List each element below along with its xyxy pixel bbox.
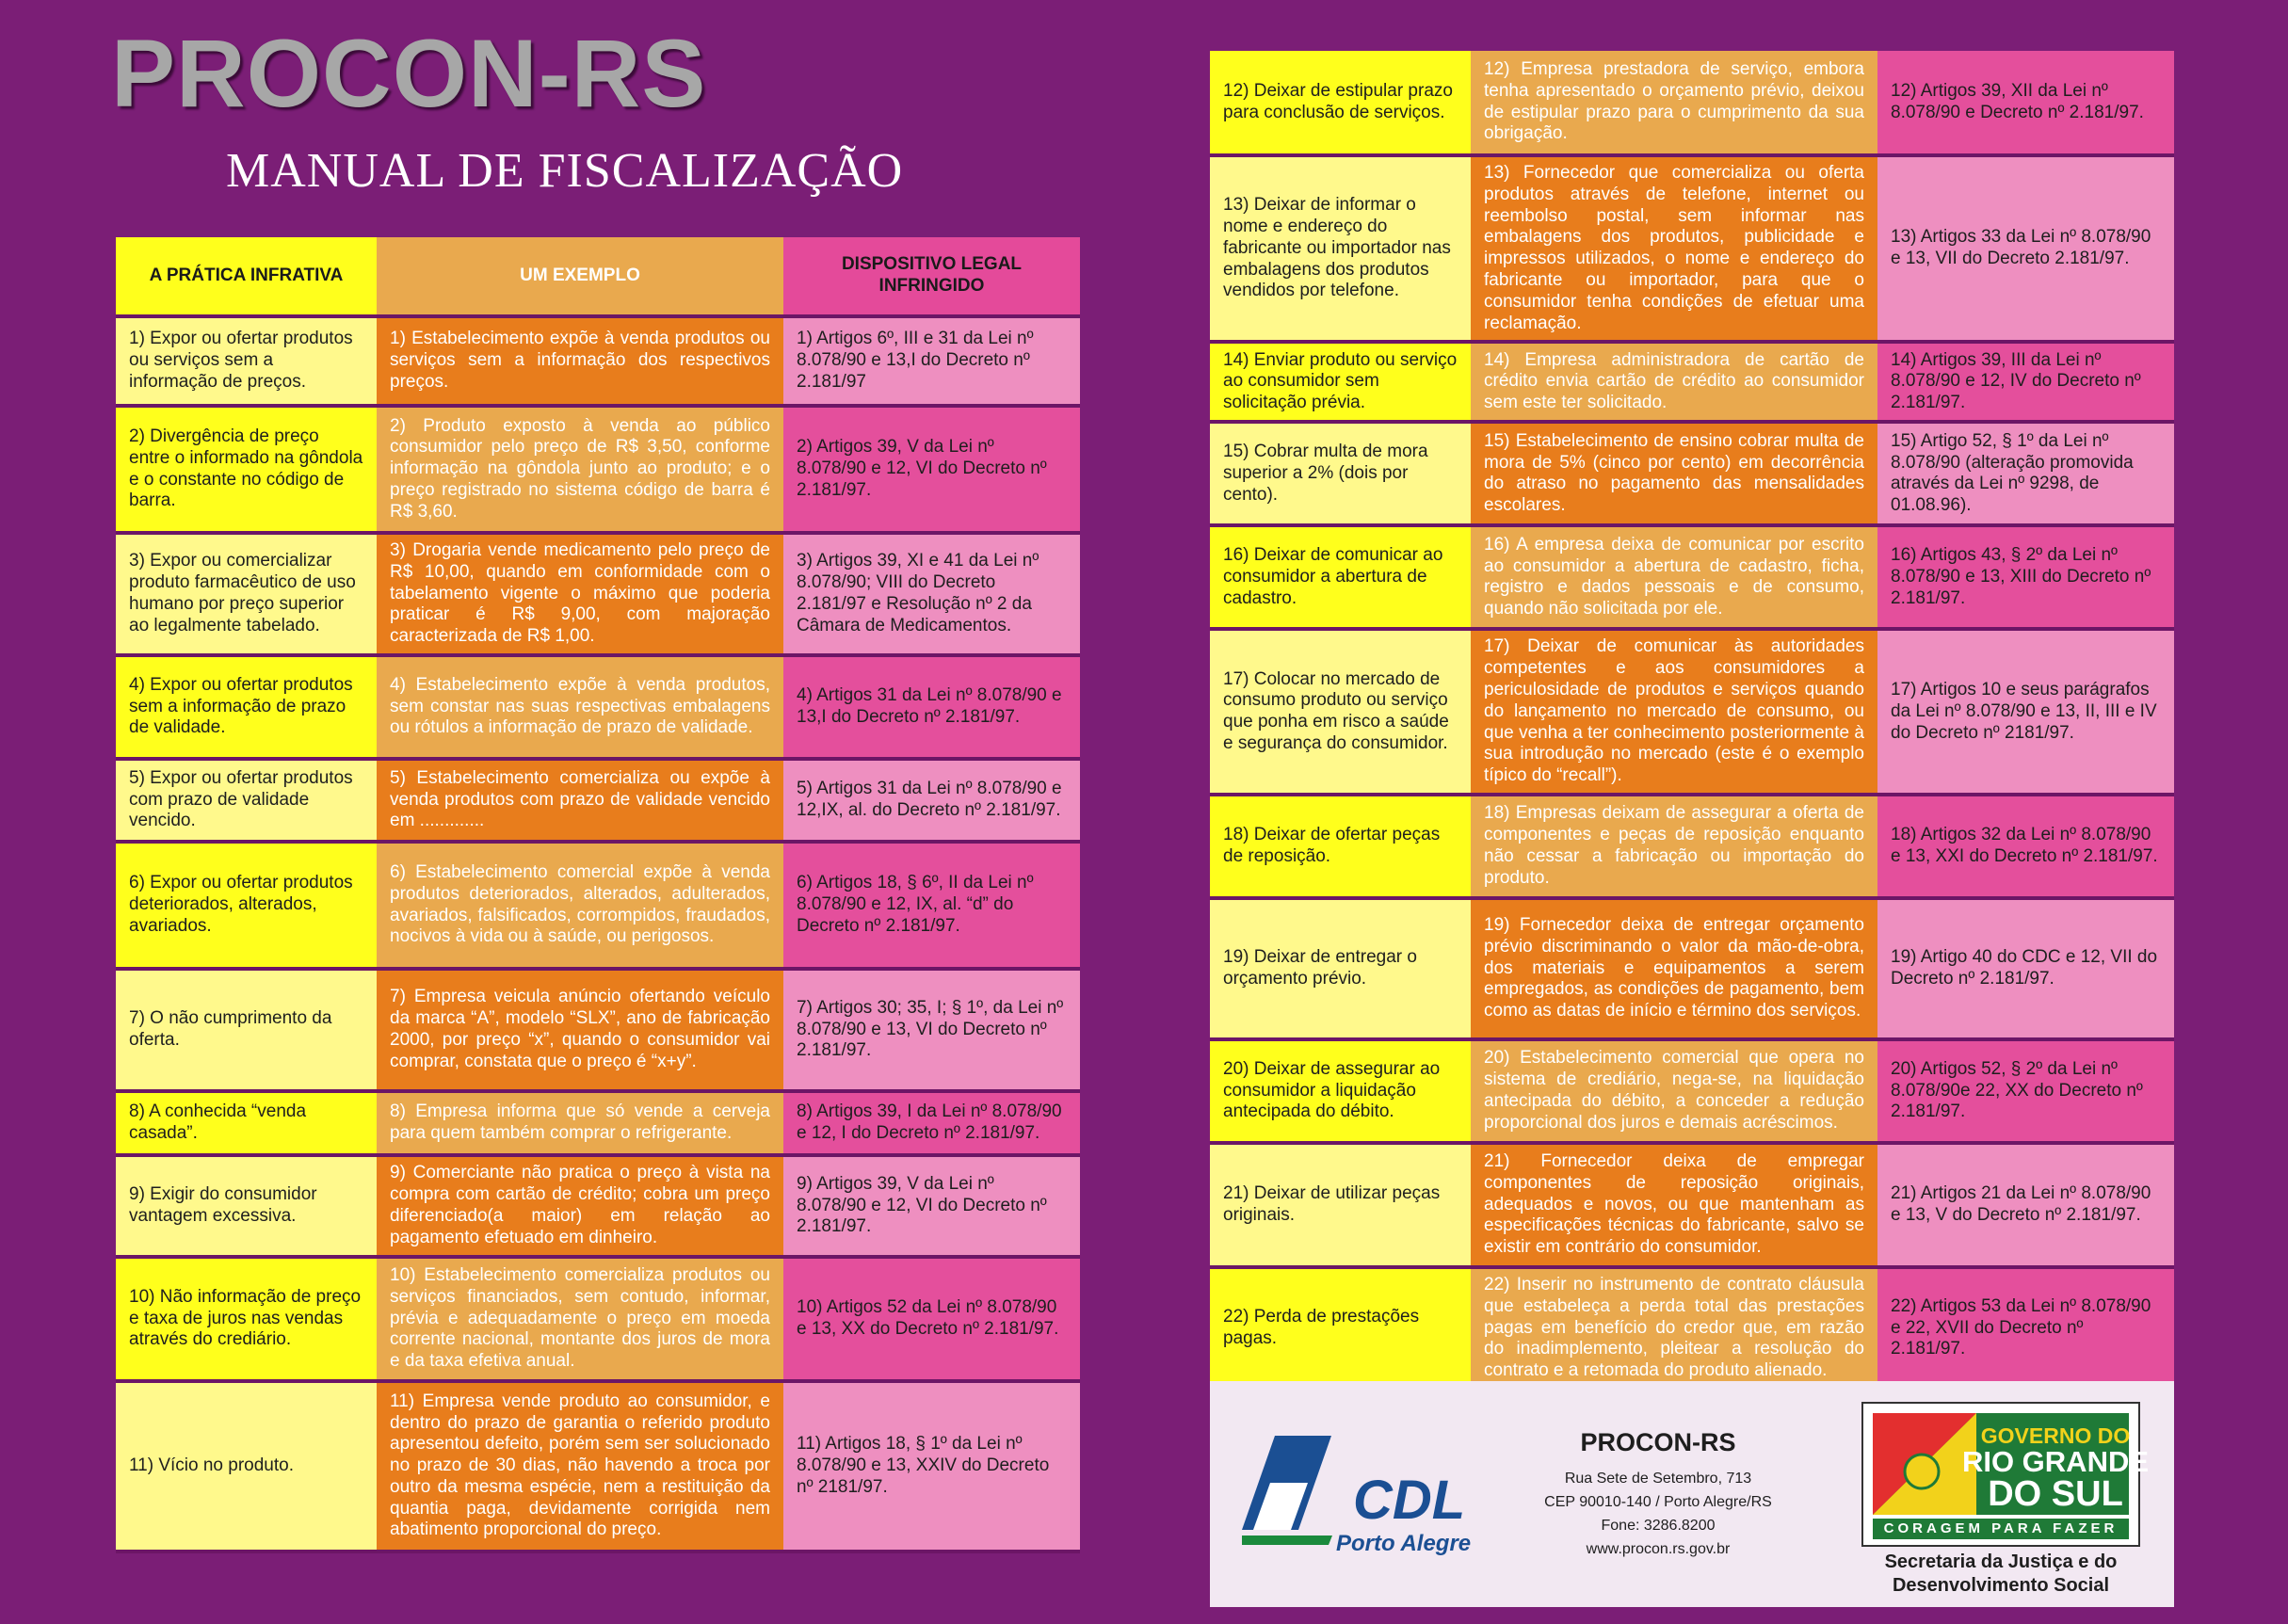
government-logo-block [1861,1402,2150,1600]
cell-pratica: 17) Colocar no mercado de consumo produto ou serviço que ponha em risco a saúde e segurança do consumidor. [1210,629,1471,795]
cell-dispositivo: 14) Artigos 39, III da Lei nº 8.078/90 e 12, IV do Decreto nº 2.181/97. [1877,342,2174,422]
procon-address: Rua Sete de Setembro, 713 [1564,1471,1752,1487]
table-row [116,316,1080,406]
cell-dispositivo: 8) Artigos 39, I da Lei nº 8.078/90 e 12, I do Decreto nº 2.181/97. [783,1091,1080,1155]
cell-dispositivo: 12) Artigos 39, XII da Lei nº 8.078/90 e Decreto nº 2.181/97. [1877,51,2174,155]
cell-dispositivo: 18) Artigos 32 da Lei nº 8.078/90 e 13, XXI do Decreto nº 2.181/97. [1877,795,2174,898]
cell-pratica: 11) Vício no produto. [116,1381,377,1552]
table-row [116,842,1080,969]
cell-dispositivo: 20) Artigos 52, § 2º da Lei nº 8.078/90e 22, XX do Decreto nº 2.181/97. [1877,1039,2174,1143]
cell-exemplo: 17) Deixar de comunicar às autoridades competentes e aos consumidores a periculosidade de produtos e serviços quando do lançamento no mercado de consumo, ou que venha a ter conhecimento posteriormente à sua introdução no mercado (este é o exemplo típico do “recall”). [1471,629,1877,795]
cell-pratica: 8) A conhecida “venda casada”. [116,1091,377,1155]
gov-motto: CORAGEM PARA FAZER [1873,1519,2129,1539]
header-pratica-infrativa: A PRÁTICA INFRATIVA [116,237,377,316]
cell-dispositivo: 15) Artigo 52, § 1º da Lei nº 8.078/90 (alteração promovida através da Lei nº 9298, de 01.08.96). [1877,422,2174,525]
table-row [116,1155,1080,1257]
cell-pratica: 22) Perda de prestações pagas. [1210,1267,1471,1390]
cell-exemplo: 11) Empresa vende produto ao consumidor, e dentro do prazo de garantia o referido produto apresentou defeito, porém sem ser solucionado no prazo de 30 dias, não havendo a troca por outro da mesma espécie, nem a restituição da quantia paga, devidamente corrigida nem abatimento proporcional do preço. [377,1381,783,1552]
procon-name: PROCON-RS [1580,1428,1736,1456]
cell-pratica: 5) Expor ou ofertar produtos com prazo de validade vencido. [116,759,377,842]
government-logo [1861,1402,2150,1547]
secretaria-name [1861,1551,2140,1598]
cell-pratica: 20) Deixar de assegurar ao consumidor a liquidação antecipada do débito. [1210,1039,1471,1143]
cell-exemplo: 22) Inserir no instrumento de contrato cláusula que estabeleça a perda total das prestações pagas em benefício do credor que, em razão do inadimplemento, pleitear a resolução do contrato e a retomada do produto alienado. [1471,1267,1877,1390]
procon-phone: Fone: 3286.8200 [1601,1518,1716,1534]
brand-title: PROCON-RS [111,20,707,127]
infractions-table-right [1210,51,2174,1391]
cell-dispositivo: 11) Artigos 18, § 1º da Lei nº 8.078/90 e 13, XXIV do Decreto nº 2181/97. [783,1381,1080,1552]
table-row [1210,898,2174,1039]
table-row [116,533,1080,655]
cell-exemplo: 7) Empresa veicula anúncio ofertando veículo da marca “A”, modelo “SLX”, ano de fabricação 2000, por preço “x”, quando o consumidor vai comprar, constata que o preço é “x+y”. [377,969,783,1091]
table-row [1210,51,2174,155]
cell-pratica: 6) Expor ou ofertar produtos deteriorados, alterados, avariados. [116,842,377,969]
cell-pratica: 4) Expor ou ofertar produtos sem a informação de prazo de validade. [116,655,377,759]
cell-exemplo: 2) Produto exposto à venda ao público consumidor pelo preço de R$ 3,50, conforme informação na gôndola junto ao produto; e o preço registrado no sistema código de barra é R$ 3,60. [377,406,783,533]
cell-dispositivo: 21) Artigos 21 da Lei nº 8.078/90 e 13, V do Decreto nº 2.181/97. [1877,1143,2174,1267]
table-body-left [116,316,1080,1552]
cell-pratica: 14) Enviar produto ou serviço ao consumidor sem solicitação prévia. [1210,342,1471,422]
cdl-logo-text: CDL [1353,1470,1466,1531]
table-header-row [116,237,1080,316]
cdl-logo-subtext: Porto Alegre [1336,1531,1472,1556]
header-dispositivo-legal: DISPOSITIVO LEGAL INFRINGIDO [783,237,1080,316]
cell-exemplo: 8) Empresa informa que só vende a cerveja para quem também comprar o refrigerante. [377,1091,783,1155]
cell-exemplo: 4) Estabelecimento expõe à venda produtos, sem constar nas suas respectivas embalagens ou rótulos a informação de prazo de validade. [377,655,783,759]
cell-dispositivo: 5) Artigos 31 da Lei nº 8.078/90 e 12,IX, al. do Decreto nº 2.181/97. [783,759,1080,842]
cell-dispositivo: 16) Artigos 43, § 2º da Lei nº 8.078/90 e 13, XIII do Decreto nº 2.181/97. [1877,525,2174,629]
cell-pratica: 13) Deixar de informar o nome e endereço do fabricante ou importador nas embalagens dos produtos vendidos por telefone. [1210,155,1471,342]
cell-pratica: 18) Deixar de ofertar peças de reposição. [1210,795,1471,898]
table-row [1210,342,2174,422]
table-row [1210,795,2174,898]
cdl-logo [1242,1426,1487,1568]
cell-dispositivo: 2) Artigos 39, V da Lei nº 8.078/90 e 12, VI do Decreto nº 2.181/97. [783,406,1080,533]
table-row [1210,1143,2174,1267]
cell-exemplo: 14) Empresa administradora de cartão de crédito envia cartão de crédito ao consumidor sem este ter solicitado. [1471,342,1877,422]
table-row [116,1091,1080,1155]
secretaria-line2: Desenvolvimento Social [1892,1575,2110,1596]
cell-exemplo: 21) Fornecedor deixa de empregar componentes de reposição originais, adequados e novos, ou que mantenham as especificações técnicas do fabricante, salvo se existir em contrário do consumidor. [1471,1143,1877,1267]
cell-dispositivo: 1) Artigos 6º, III e 31 da Lei nº 8.078/90 e 13,I do Decreto nº 2.181/97 [783,316,1080,406]
cell-exemplo: 3) Drogaria vende medicamento pelo preço de R$ 10,00, quando em conformidade com o tabelamento vigente o máximo que poderia praticar é R$ 9,00, com majoração caracterizada de R$ 1,00. [377,533,783,655]
cell-pratica: 7) O não cumprimento da oferta. [116,969,377,1091]
cell-pratica: 2) Divergência de preço entre o informado na gôndola e o constante no código de barra. [116,406,377,533]
table-row [1210,1039,2174,1143]
cell-exemplo: 18) Empresas deixam de assegurar a oferta de componentes e peças de reposição enquanto não cessar a fabricação ou importação do produto. [1471,795,1877,898]
cell-dispositivo: 10) Artigos 52 da Lei nº 8.078/90 e 13, XX do Decreto nº 2.181/97. [783,1257,1080,1381]
table-row [1210,155,2174,342]
footer-panel [1210,1381,2174,1607]
cell-exemplo: 1) Estabelecimento expõe à venda produtos ou serviços sem a informação dos respectivos preços. [377,316,783,406]
cell-pratica: 12) Deixar de estipular prazo para conclusão de serviços. [1210,51,1471,155]
cell-dispositivo: 9) Artigos 39, V da Lei nº 8.078/90 e 12, VI do Decreto nº 2.181/97. [783,1155,1080,1257]
cell-dispositivo: 19) Artigo 40 do CDC e 12, VII do Decreto nº 2.181/97. [1877,898,2174,1039]
table-row [116,1257,1080,1381]
cell-dispositivo: 13) Artigos 33 da Lei nº 8.078/90 e 13, VII do Decreto 2.181/97. [1877,155,2174,342]
cell-pratica: 10) Não informação de preço e taxa de juros nas vendas através do crediário. [116,1257,377,1381]
cell-exemplo: 13) Fornecedor que comercializa ou oferta produtos através de telefone, internet ou reembolso postal, sem informar nas embalagens dos produtos, publicidade e impressos utilizados, o nome e endereço do fabricante ou importador, para que o consumidor tenha condições de efetuar uma reclamação. [1471,155,1877,342]
cell-exemplo: 5) Estabelecimento comercializa ou expõe à venda produtos com prazo de validade vencido em ............. [377,759,783,842]
table-row [116,759,1080,842]
cell-exemplo: 15) Estabelecimento de ensino cobrar multa de mora de 5% (cinco por cento) em decorrência do atraso no pagamento das mensalidades escolares. [1471,422,1877,525]
cell-pratica: 19) Deixar de entregar o orçamento prévio. [1210,898,1471,1039]
gov-logo-line1: GOVERNO DO [1980,1423,2131,1448]
gov-logo-line3: DO SUL [1988,1474,2123,1514]
cell-pratica: 15) Cobrar multa de mora superior a 2% (dois por cento). [1210,422,1471,525]
cell-pratica: 9) Exigir do consumidor vantagem excessiva. [116,1155,377,1257]
secretaria-line1: Secretaria da Justiça e do [1884,1552,2118,1572]
cell-exemplo: 12) Empresa prestadora de serviço, embora tenha apresentado o orçamento prévio, deixou de estipular prazo para o cumprimento da sua obrigação. [1471,51,1877,155]
table-row [1210,525,2174,629]
table-row [116,969,1080,1091]
header-um-exemplo: UM EXEMPLO [377,237,783,316]
table-body-right [1210,51,2174,1390]
rs-flag-icon [1873,1413,2150,1515]
procon-website[interactable]: www.procon.rs.gov.br [1586,1541,1731,1557]
cell-exemplo: 6) Estabelecimento comercial expõe à venda produtos deteriorados, alterados, adulterados, avariados, falsificados, corrompidos, fraudados, nocivos à vida ou à saúde, ou perigosos. [377,842,783,969]
cell-dispositivo: 17) Artigos 10 e seus parágrafos da Lei nº 8.078/90 e 13, II, III e IV do Decreto nº 2181/97. [1877,629,2174,795]
cell-pratica: 16) Deixar de comunicar ao consumidor a abertura de cadastro. [1210,525,1471,629]
cell-dispositivo: 4) Artigos 31 da Lei nº 8.078/90 e 13,I do Decreto nº 2.181/97. [783,655,1080,759]
cell-pratica: 3) Expor ou comercializar produto farmacêutico de uso humano por preço superior ao legalmente tabelado. [116,533,377,655]
table-row [116,655,1080,759]
cell-exemplo: 9) Comerciante não pratica o preço à vista na compra com cartão de crédito; cobra um preço diferenciado(a maior) em relação ao pagamento efetuado em dinheiro. [377,1155,783,1257]
gov-logo-line2: RIO GRANDE [1961,1445,2150,1478]
procon-contact-block [1536,1428,1780,1561]
cell-exemplo: 19) Fornecedor deixa de entregar orçamento prévio discriminando o valor da mão-de-obra, dos materiais e equipamentos a serem empregados, as condições de pagamento, bem como as datas de início e término dos serviços. [1471,898,1877,1039]
page-subtitle: MANUAL DE FISCALIZAÇÃO [226,144,904,198]
table-row [116,1381,1080,1552]
cell-dispositivo: 3) Artigos 39, XI e 41 da Lei nº 8.078/90; VIII do Decreto 2.181/97 e Resolução nº 2 da Câmara de Medicamentos. [783,533,1080,655]
cell-dispositivo: 6) Artigos 18, § 6º, II da Lei nº 8.078/90 e 12, IX, al. “d” do Decreto nº 2.181/97. [783,842,1080,969]
infractions-table-left [116,237,1080,1553]
table-row [1210,422,2174,525]
cell-exemplo: 16) A empresa deixa de comunicar por escrito ao consumidor a abertura de cadastro, ficha, registro e dados pessoais e de consumo, quando não solicitada por ele. [1471,525,1877,629]
table-row [1210,1267,2174,1390]
table-row [116,406,1080,533]
cell-exemplo: 20) Estabelecimento comercial que opera no sistema de crediário, nega-se, na liquidação antecipada do débito, a conceder a redução proporcional dos juros e demais acréscimos. [1471,1039,1877,1143]
cell-pratica: 1) Expor ou ofertar produtos ou serviços sem a informação de preços. [116,316,377,406]
cell-pratica: 21) Deixar de utilizar peças originais. [1210,1143,1471,1267]
cell-dispositivo: 22) Artigos 53 da Lei nº 8.078/90 e 22, XVII do Decreto nº 2.181/97. [1877,1267,2174,1390]
cell-exemplo: 10) Estabelecimento comercializa produtos ou serviços financiados, sem contudo, informar, prévia e adequadamente o preço em moeda corrente nacional, montante dos juros de mora e da taxa efetiva anual. [377,1257,783,1381]
procon-cep: CEP 90010-140 / Porto Alegre/RS [1544,1494,1772,1510]
table-row [1210,629,2174,795]
cell-dispositivo: 7) Artigos 30; 35, I; § 1º, da Lei nº 8.078/90 e 13, VI do Decreto nº 2.181/97. [783,969,1080,1091]
